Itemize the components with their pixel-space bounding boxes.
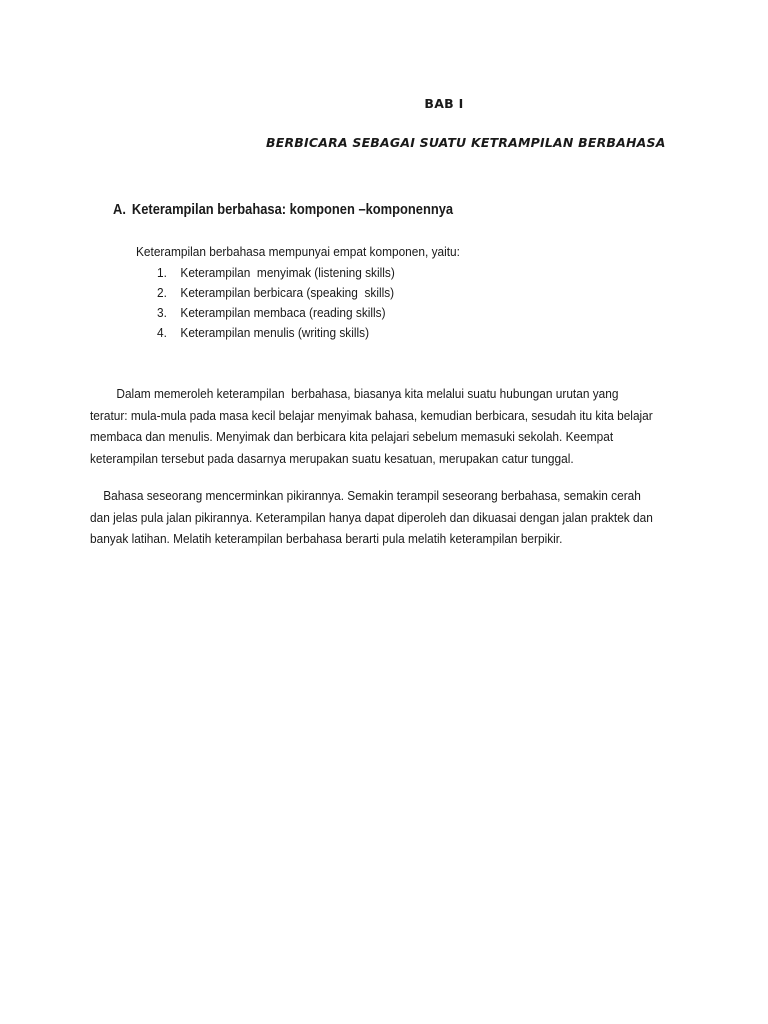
skill-list <box>157 264 395 344</box>
list-number: 3. <box>157 305 167 320</box>
chapter-label: BAB I <box>424 96 464 111</box>
paragraph-line: Dalam memeroleh keterampilan berbahasa, biasanya kita melalui suatu hubungan urutan yang <box>90 386 619 401</box>
intro-text: Keterampilan berbahasa mempunyai empat komponen, yaitu: <box>136 244 460 259</box>
list-text: Keterampilan berbicara (speaking skills) <box>180 285 395 300</box>
list-number: 2. <box>157 285 167 300</box>
section-heading <box>113 201 453 218</box>
paragraph-1 <box>90 383 680 469</box>
paragraph-line: teratur: mula-mula pada masa kecil belajar menyimak bahasa, kemudian berbicara, sesudah itu kita belajar <box>90 407 653 423</box>
paragraph-line: keterampilan tersebut pada dasarnya merupakan suatu kesatuan, merupakan catur tunggal. <box>90 450 574 466</box>
list-text: Keterampilan menulis (writing skills) <box>180 325 370 340</box>
list-item <box>157 284 395 304</box>
paragraph-line: banyak latihan. Melatih keterampilan berbahasa berarti pula melatih keterampilan berpikir. <box>90 531 563 546</box>
paragraph-line: dan jelas pula jalan pikirannya. Keterampilan hanya dapat diperoleh dan dikuasai dengan jalan praktek dan <box>90 509 653 525</box>
paragraph-line: membaca dan menulis. Menyimak dan berbicara kita pelajari sebelum memasuki sekolah. Keempat <box>90 429 614 444</box>
list-number: 4. <box>157 325 167 340</box>
list-text: Keterampilan menyimak (listening skills) <box>180 265 395 280</box>
list-text: Keterampilan membaca (reading skills) <box>180 305 386 320</box>
paragraph-2 <box>90 485 680 550</box>
list-item <box>157 324 395 344</box>
section-letter: A. <box>113 201 126 218</box>
chapter-title: BERBICARA SEBAGAI SUATU KETRAMPILAN BERBAHASA <box>266 135 666 150</box>
list-item <box>157 304 395 324</box>
paragraph-line: Bahasa seseorang mencerminkan pikirannya. Semakin terampil seseorang berbahasa, semakin cerah <box>90 488 641 503</box>
list-number: 1. <box>157 265 167 280</box>
section-title: Keterampilan berbahasa: komponen –komponennya <box>131 201 454 218</box>
list-item <box>157 264 395 284</box>
